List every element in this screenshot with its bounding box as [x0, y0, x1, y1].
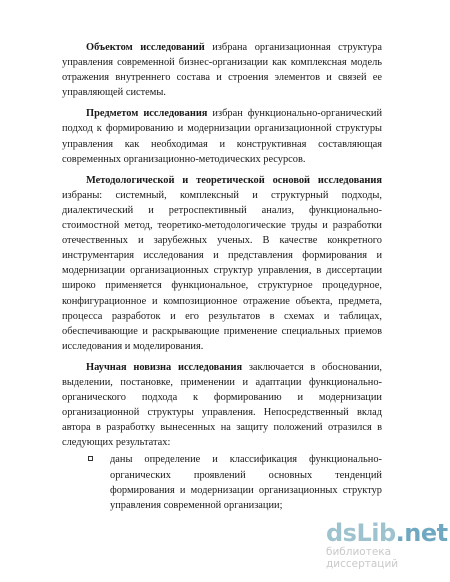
paragraph-text: заключается в обосновании, выделении, постановке, применении и адаптации функционально-органического подхода к формированию и модернизации организационной структуры управления. Непосредственный вклад автора в разработку вынесенных на защиту положений отразился в следующих результатах:: [62, 361, 382, 449]
paragraph-text: избраны: системный, комплексный и структурный подходы, диалектический и ретроспективный анализ, функционально-стоимостной метод, теоретико-методологические труды и разработки отечественных и зарубежных ученых. В качестве конкретного инструментария исследования и представления формирования и модернизации организационных структур управления, в диссертации широко применяется функциональное, структурное процедурное, конфигурационное и композиционное отражение объекта, предмета, процесса разработок и его результатов в схемах и таблицах, обеспечивающие и раскрывающие применение специальных приемов исследования и моделирования.: [62, 189, 382, 352]
paragraph-lead: Объектом исследований: [86, 42, 205, 53]
paragraph-lead: Предметом исследования: [86, 108, 208, 120]
paragraph-lead: Научная новизна исследования: [86, 361, 243, 373]
list-item-text: даны определение и классификация функционально-органических проявлений основных тенденций формирования и модернизации организационных структур управления современной организации;: [110, 454, 382, 511]
watermark-logo-text: dsLib: [326, 519, 396, 547]
paragraph-text: избран функционально-органический подход к формированию и модернизации организационной структуры управления как необходимая и конструктивная составляющая современных организационно-методических ресурсов.: [62, 108, 383, 165]
watermark-subtitle: библиотека диссертаций: [326, 546, 399, 570]
watermark-logo: [326, 519, 448, 547]
document-body: [62, 40, 382, 513]
paragraph-novelty: [62, 360, 382, 451]
watermark: [326, 519, 448, 570]
paragraph-object: [62, 40, 382, 100]
paragraph-subject: [62, 106, 382, 166]
square-bullet-icon: [88, 456, 93, 461]
list-item: [62, 452, 382, 512]
watermark-logo-suffix: .net: [395, 519, 448, 547]
paragraph-text: избрана организационная структура управления современной бизнес-организации как комплексная модель отражения внутреннего состава и строения элементов и связей ее управляющей системы.: [62, 42, 382, 99]
paragraph-methodology: [62, 173, 382, 354]
results-list: [62, 452, 382, 512]
paragraph-lead: Методологической и теоретической основой исследования: [86, 174, 382, 186]
